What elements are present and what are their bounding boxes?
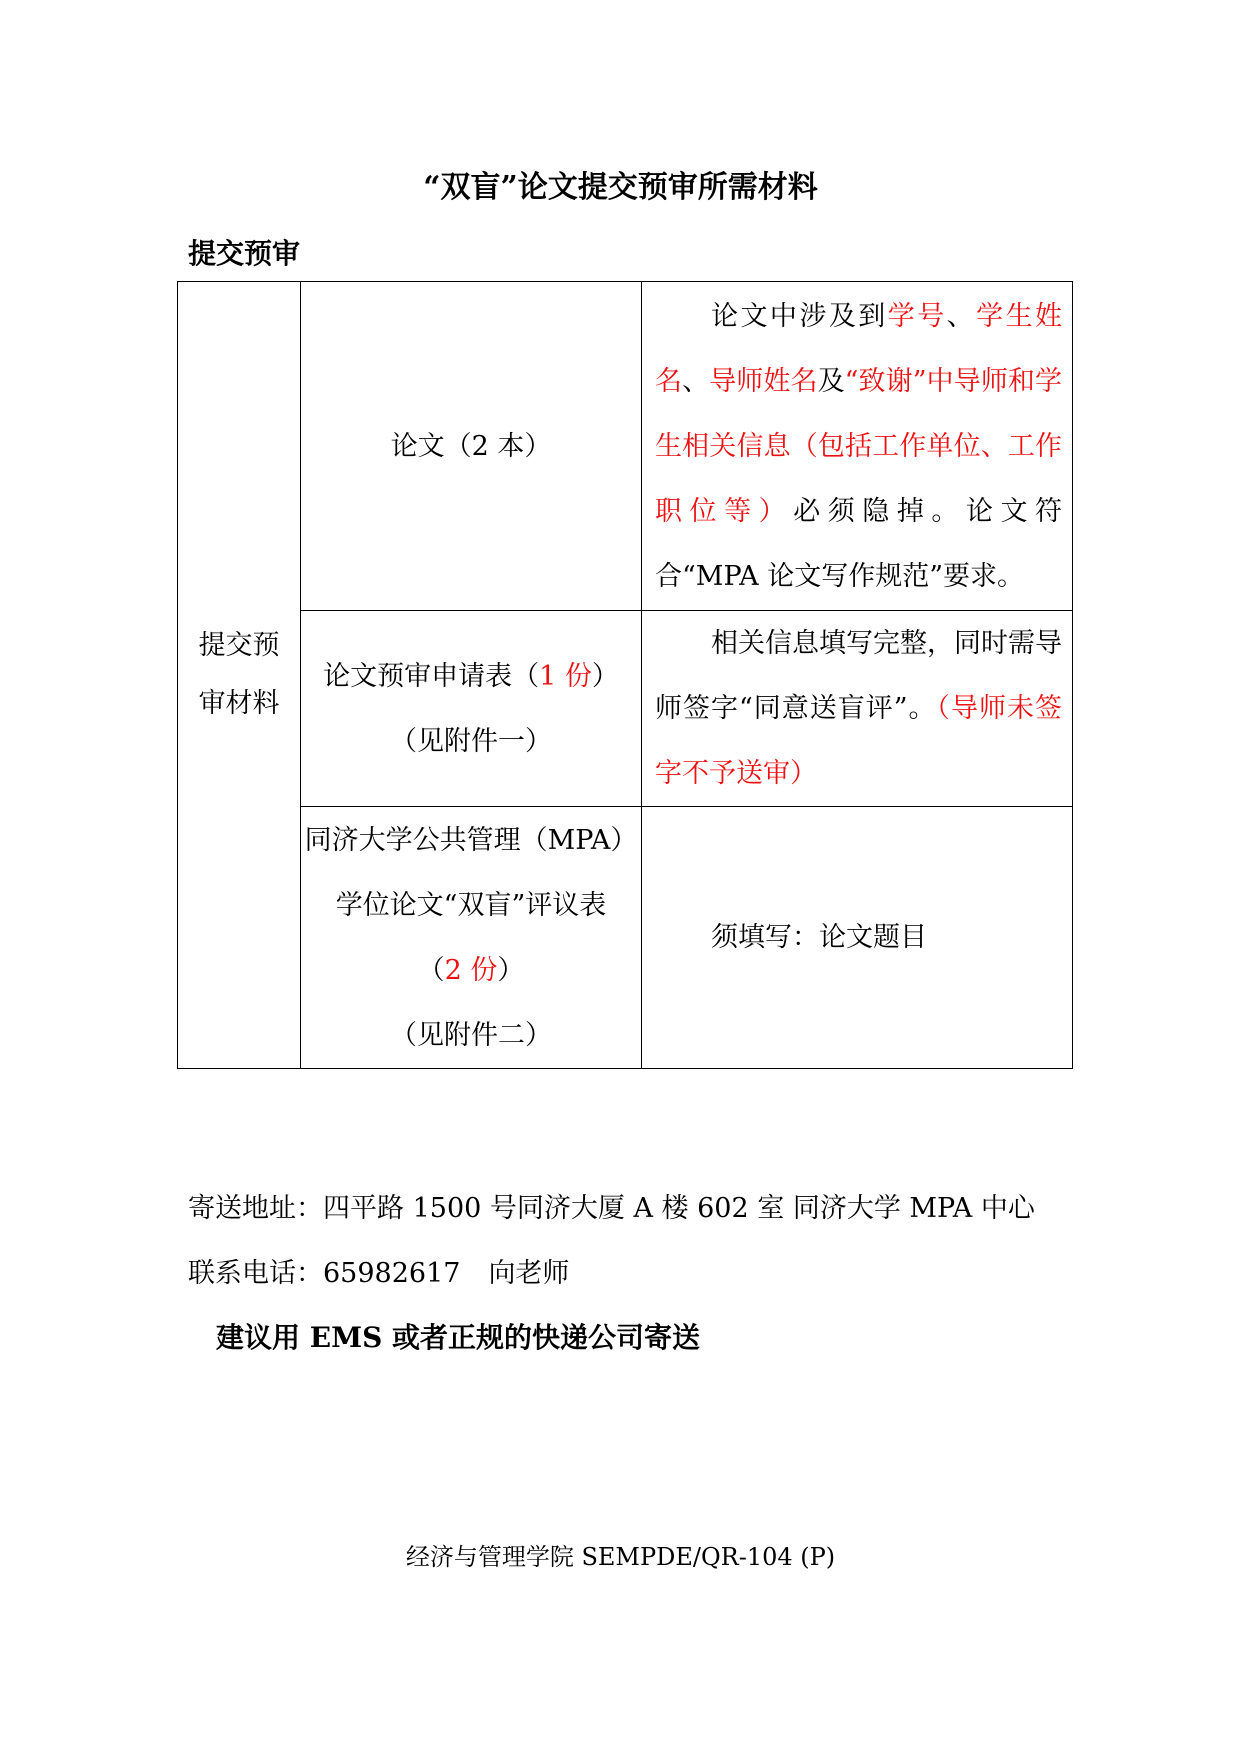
text-run: ） [591, 660, 619, 692]
highlighted-text: 学号 [887, 300, 947, 332]
item-cell [301, 807, 642, 1069]
mailing-address: 寄送地址：四平路 1500 号同济大厦 A 楼 602 室 同济大学 MPA 中心 [188, 1193, 1035, 1224]
phone-contact: 向老师 [488, 1258, 570, 1289]
category-cell [178, 282, 301, 1069]
description-cell [642, 807, 1073, 1069]
text-run: 相关信息填写完整，同时需导师签字“同意送盲评”。 [655, 628, 1062, 724]
text-run: 必须隐掉。论文符合“MPA 论文写作规范”要求。 [655, 495, 1063, 592]
item-label-line: 学位论文“双盲”评议表 [335, 889, 607, 921]
item-count [301, 938, 641, 1003]
item-cell [301, 611, 642, 807]
text-run: 论文预审申请表（ [323, 660, 540, 692]
footer: 经济与管理学院 SEMPDE/QR-104 (P) [405, 1543, 836, 1571]
text-run: 、 [682, 365, 710, 397]
text-run: 、 [946, 300, 977, 332]
text-run: 及 [817, 365, 845, 397]
highlighted-text: 2 份 [444, 954, 498, 986]
item-label: 论文（2 本） [390, 430, 552, 462]
contact-phone [188, 1251, 569, 1290]
shipping-advice: 建议用 EMS 或者正规的快递公司寄送 [216, 1321, 701, 1354]
description-text [642, 284, 1072, 609]
item-label-line: 同济大学公共管理（MPA） [304, 824, 638, 856]
highlighted-text: （导师未签字不予送审） [655, 693, 1063, 789]
text-run: 须填写：论文题目 [711, 922, 927, 953]
table-row [178, 807, 1073, 1069]
category-label: 提交预审材料 [198, 630, 280, 719]
materials-table [177, 281, 1073, 1069]
highlighted-text: “致谢”中导师和学生相关信息（包括工作单位、工作职位等） [655, 365, 1063, 527]
section-heading: 提交预审 [188, 237, 301, 270]
description-text [642, 905, 1072, 970]
highlighted-text: 学生姓名 [655, 300, 1063, 397]
item-note: （见附件一） [390, 725, 552, 757]
description-cell [642, 611, 1073, 807]
item-cell [301, 282, 642, 611]
highlighted-text: 导师姓名 [709, 365, 818, 397]
description-cell [642, 282, 1073, 611]
document-title: “双盲”论文提交预审所需材料 [423, 170, 818, 205]
table-row [178, 282, 1073, 611]
highlighted-text: 1 份 [539, 660, 592, 692]
item-note: （见附件二） [390, 1019, 552, 1051]
text-run: 论文中涉及到 [711, 300, 888, 332]
table-row [178, 611, 1073, 807]
description-text [642, 611, 1072, 806]
text-run: （ [417, 954, 445, 986]
text-run: ） [497, 954, 525, 986]
item-label [301, 644, 641, 709]
phone-label: 联系电话：65982617 [188, 1258, 461, 1289]
